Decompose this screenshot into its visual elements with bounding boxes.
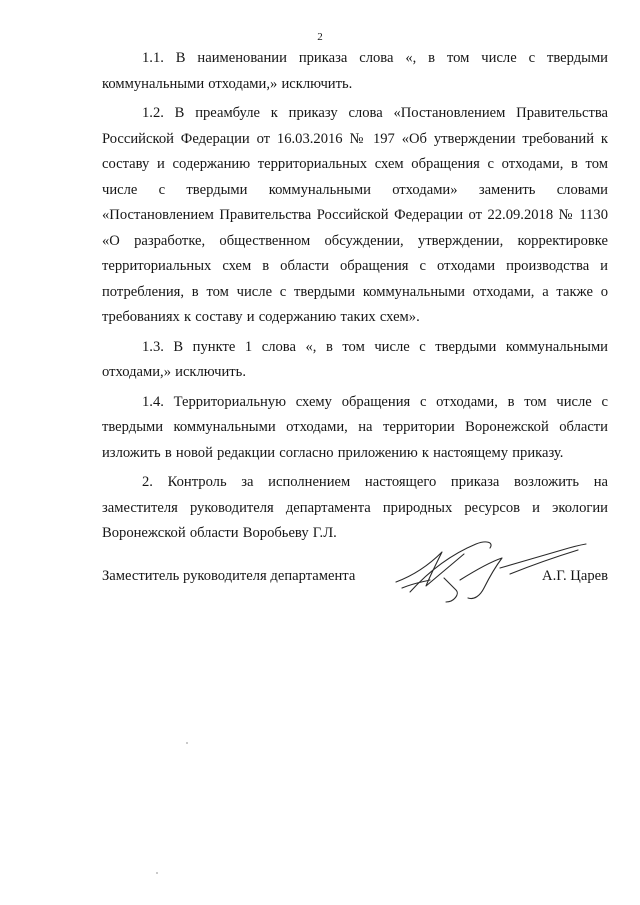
paragraph-1-1: 1.1. В наименовании приказа слова «, в том числе с твердыми коммунальными отходами,» исключить. — [102, 50, 608, 92]
document-body — [102, 46, 608, 547]
scan-speck — [186, 742, 188, 744]
paragraph-1-3: 1.3. В пункте 1 слова «, в том числе с твердыми коммунальными отходами,» исключить. — [102, 338, 608, 380]
scan-speck — [156, 872, 158, 874]
signatory-position: Заместитель руководителя департамента — [102, 568, 356, 584]
paragraph-2: 2. Контроль за исполнением настоящего приказа возложить на заместителя руководителя департамента природных ресурсов и экологии Воронежской области Воробьеву Г.Л. — [102, 474, 608, 541]
paragraph-1-4: 1.4. Территориальную схему обращения с отходами, в том числе с твердыми коммунальными отходами, на территории Воронежской области изложить в новой редакции согласно приложению к настоящему приказу. — [102, 393, 608, 461]
page-number: 2 — [317, 31, 323, 43]
signatory-name: А.Г. Царев — [542, 568, 608, 584]
paragraph-1-2: 1.2. В преамбуле к приказу слова «Постановлением Правительства Российской Федерации от 16.03.2016 № 197 «Об утверждении требований к составу и содержанию территориальных схем обращения с отходами, в том числе с твердыми коммунальными отходами» заменить словами «Постановлением Правительства Российской Федерации от 22.09.2018 № 1130 «О разработке, общественном обсуждении, утверждении, корректировке территориальных схем в области обращения с отходами производства и потребления, в том числе с твердыми коммунальными отходами, а также о требованиях к составу и содержанию таких схем». — [102, 105, 608, 325]
signature-block — [102, 536, 608, 616]
